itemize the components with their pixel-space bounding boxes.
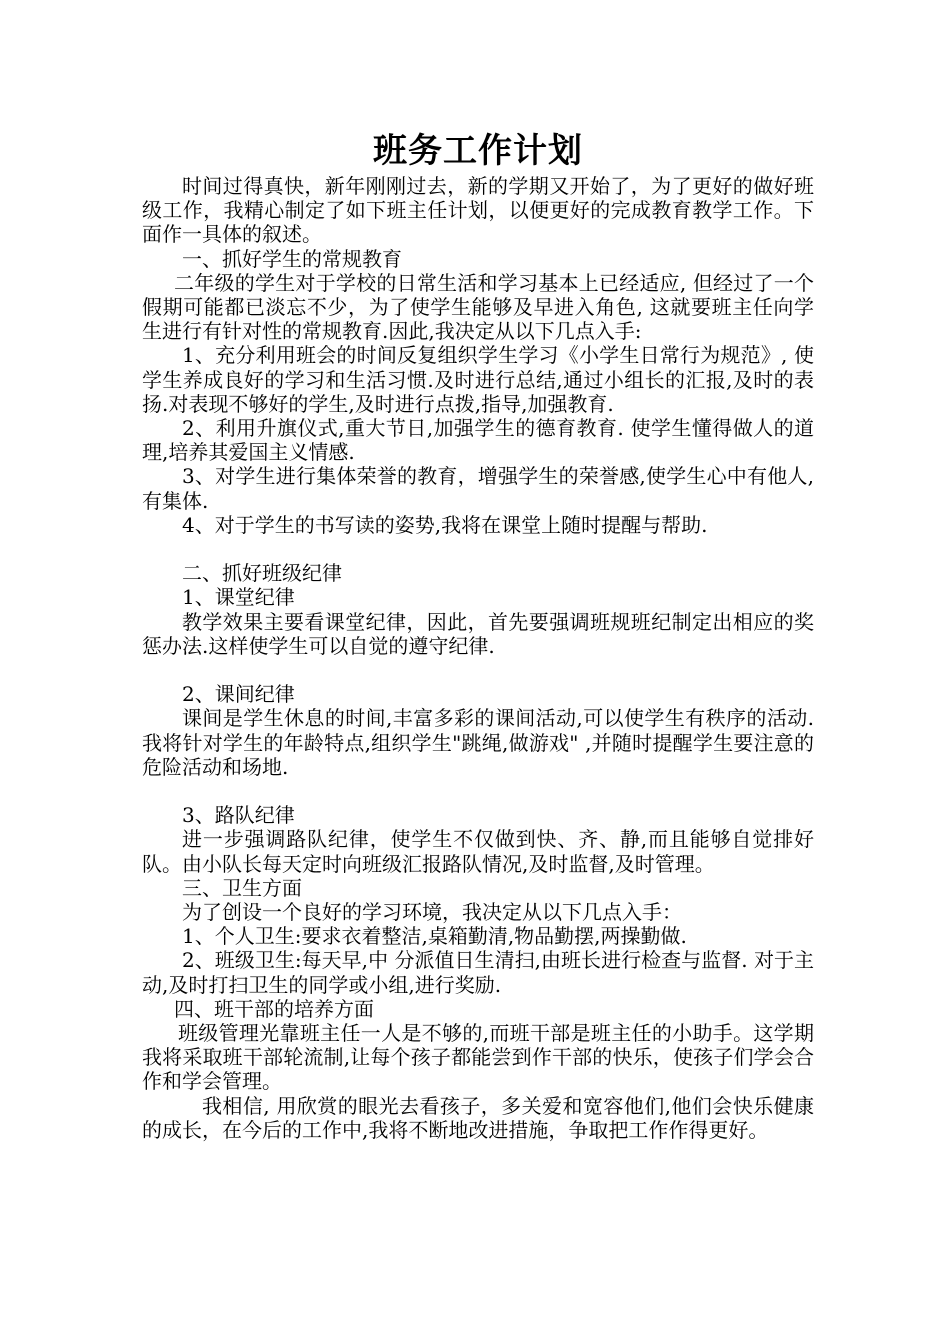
paragraph: 课间是学生休息的时间,丰富多彩的课间活动,可以使学生有秩序的活动.我将针对学生的年龄特点,组织学生"跳绳,做游戏" ,并随时提醒学生要注意的危险活动和场地.: [142, 706, 814, 779]
paragraph: 为了创设一个良好的学习环境，我决定从以下几点入手：: [182, 900, 682, 925]
document-body: [142, 174, 814, 1142]
paragraph: 3、路队纪律: [182, 803, 295, 828]
paragraph: 2、班级卫生:每天早,中 分派值日生清扫,由班长进行检查与监督. 对于主动,及时打扫卫生的同学或小组,进行奖励.: [142, 948, 814, 997]
paragraph: 1、课堂纪律: [182, 585, 295, 610]
paragraph: 我相信, 用欣赏的眼光去看孩子，多关爱和宽容他们,他们会快乐健康的成长，在今后的工作中,我将不断地改进措施，争取把工作作得更好。: [142, 1093, 814, 1142]
paragraph: 2、利用升旗仪式,重大节日,加强学生的德育教育. 使学生懂得做人的道理,培养其爱国主义情感.: [142, 416, 814, 465]
paragraph: 二、抓好班级纪律: [182, 561, 342, 586]
paragraph: 一、抓好学生的常规教育: [182, 246, 402, 271]
paragraph: 2、课间纪律: [182, 682, 295, 707]
paragraph: 1、充分利用班会的时间反复组织学生学习《小学生日常行为规范》, 使学生养成良好的学习和生活习惯.及时进行总结,通过小组长的汇报,及时的表扬.对表现不够好的学生,及时进行点拨,指导,加强教育.: [142, 343, 814, 416]
paragraph: 教学效果主要看课堂纪律，因此，首先要强调班规班纪制定出相应的奖惩办法.这样使学生可以自觉的遵守纪律.: [142, 609, 814, 658]
paragraph: 三、卫生方面: [182, 875, 302, 900]
paragraph: 3、对学生进行集体荣誉的教育，增强学生的荣誉感,使学生心中有他人,有集体.: [142, 464, 814, 513]
paragraph: 四、班干部的培养方面: [174, 996, 374, 1021]
blank-line: [142, 779, 814, 803]
blank-line: [142, 537, 814, 561]
document-page: [142, 128, 814, 1142]
paragraph: 4、对于学生的书写读的姿势,我将在课堂上随时提醒与帮助.: [182, 512, 708, 537]
paragraph: 班级管理光靠班主任一人是不够的,而班干部是班主任的小助手。这学期我将采取班干部轮流制,让每个孩子都能尝到作干部的快乐，使孩子们学会合作和学会管理。: [142, 1021, 814, 1094]
paragraph: 时间过得真快，新年刚刚过去，新的学期又开始了，为了更好的做好班级工作，我精心制定了如下班主任计划，以便更好的完成教育教学工作。下面作一具体的叙述。: [142, 174, 814, 247]
paragraph: 进一步强调路队纪律，使学生不仅做到快、齐、静,而且能够自觉排好队。由小队长每天定时向班级汇报路队情况,及时监督,及时管理。: [142, 827, 814, 876]
document-title: 班务工作计划: [373, 131, 583, 171]
blank-line: [142, 658, 814, 682]
paragraph: 1、个人卫生:要求衣着整洁,桌箱勤清,物品勤摆,两操勤做.: [182, 924, 687, 949]
paragraph: 二年级的学生对于学校的日常生活和学习基本上已经适应, 但经过了一个假期可能都已淡忘不少，为了使学生能够及早进入角色, 这就要班主任向学生进行有针对性的常规教育.因此,我决定从以下几点入手:: [142, 270, 814, 344]
